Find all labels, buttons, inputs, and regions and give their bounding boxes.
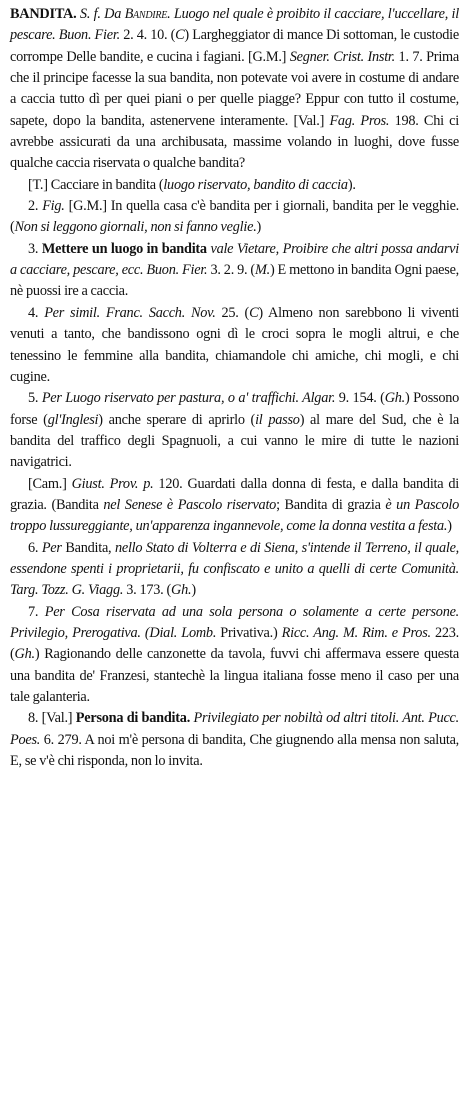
sense-4-per-simil: 4. Per simil. Franc. Sacch. Nov. 25. (C) Almeno non sarebbono li viventi venuti a tanto, che bandissono ogni dì le croci sopra le mogli altrui, e che tenessino le femmine alla bandita, chiamandole chi amiche, chi mogli, e chi cugine.: [10, 304, 460, 385]
sense-5-luogo-riservato: 5. Per Luogo riservato per pastura, o a' traffichi. Algar. 9. 154. (Gh.) Possono forse (gl'Inglesi) anche sperare di aprirlo (il passo) al mare del Sud, che è la bandita del traffico degli Spagnuoli, a cui vanno le mire di tutte le nazioni navigatrici.: [10, 390, 460, 471]
sense-number: 6.: [28, 539, 42, 556]
citation-source: Segner. Crist. Instr.: [289, 48, 395, 65]
root-word: Bandire: [124, 6, 168, 22]
sense-7-cosa-riservata: 7. Per Cosa riservata ad una sola persona o solamente a certe persone. Privilegio, Prerogativa. (Dial. Lomb. Privativa.) Ricc. Ang. M. Rim. e Pros. 223. (Gh.) Ragionando delle canzonette da tavola, fuvvi chi affermava essere questa una bandita de' Franzesi, stantechè la lingua italiana fosse meno il caso per una tale galanteria.: [10, 603, 460, 705]
sense-6-volterra-siena: 6. Per Bandita, nello Stato di Volterra e di Siena, s'intende il Terreno, il quale, essendone spenti i proprietarii, fu confiscato e unito a quelli di certe Comunità. Targ. Tozz. G. Viagg. 3. 173. (Gh.): [10, 539, 459, 599]
sense-number: 8. [Val.]: [28, 710, 76, 727]
sense-8-persona-di-bandita: 8. [Val.] Persona di bandita. Privilegiato per nobiltà od altri titoli. Ant. Pucc. Poes. 6. 279. A noi m'è persona di bandita, Che giugnendo alla mensa non saluta, E, se v'è chi risponda, non lo invita.: [10, 710, 459, 770]
sense-number: 4.: [28, 304, 45, 321]
phrase-headword: Persona di bandita.: [75, 710, 191, 727]
sense-2-figurative: 2. Fig. [G.M.] In quella casa c'è bandita per i giornali, bandita per le vegghie. (Non si leggono giornali, non si fanno veglie.): [10, 198, 459, 236]
sense-number: 2.: [28, 198, 43, 215]
sense-number: 5.: [28, 390, 42, 407]
sense-3-mettere-in-bandita: 3. Mettere un luogo in bandita vale Vietare, Proibire che altri possa andarvi a cacciare, pescare, ecc. Buon. Fier. 3. 2. 9. (M.) E mettono in bandita Ogni paese, nè puossi ire a caccia.: [10, 240, 460, 300]
sense-number: 3.: [28, 240, 42, 257]
citation-source: Fag. Pros.: [329, 112, 390, 129]
sense-number: 7.: [28, 603, 45, 620]
entry-cacciare-in-bandita: [T.] Cacciare in bandita (luogo riservato, bandito di caccia).: [28, 176, 356, 193]
sense-5-cam-citation: [Cam.] Giust. Prov. p. 120. Guardati dalla donna di festa, e dalla bandita di grazia. (Bandita nel Senese è Pascolo riservato; Bandita di grazia è un Pascolo troppo lussureggiante, un'apparenza ingannevole, come la donna vestita a festa.): [10, 475, 459, 535]
phrase-headword: Mettere un luogo in bandita: [41, 240, 207, 257]
headword: BANDITA.: [10, 6, 77, 22]
entry-bandita-definition: BANDITA. S. f. Da Bandire. Luogo nel quale è proibito il cacciare, l'uccellare, il pescare. Buon. Fier. 2. 4. 10. (C) Largheggiator di mance Di sottoman, le custodie corrompe Delle bandite, e cucina i fagiani. [G.M.] Segner. Crist. Instr. 1. 7. Prima che il principe facesse la sua bandita, non potevate voi avere in costume di andare a caccia tutto dì per quei piani o per quelle piagge? Eppur con tutto il costume, sapete, dopo la bandita, astenervene interamente. [Val.] Fag. Pros. 198. Chi ci avrebbe assicurati da una archibusata, massime volando in luoghi, dove fusse qualche caccia riservata o qualche bandita?: [10, 6, 460, 172]
